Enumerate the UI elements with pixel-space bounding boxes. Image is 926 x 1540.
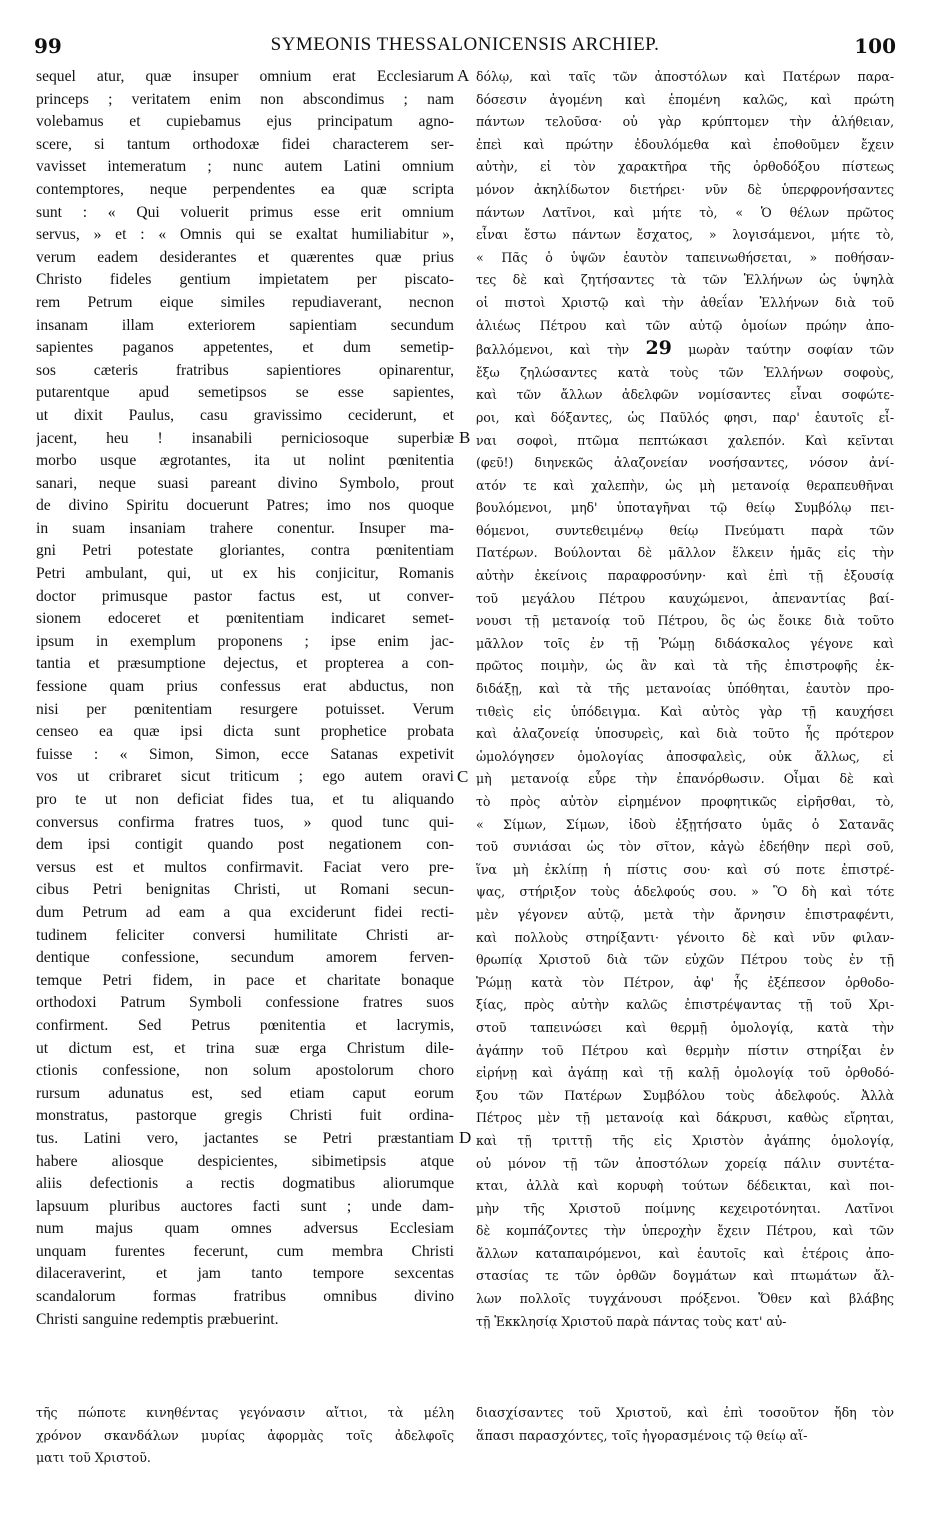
greek-line: ατόν τε καὶ χαλεπὴν, ὡς μὴ μετανοίᾳ θεραπευθῆναι <box>476 477 894 493</box>
latin-line: tantia et præsumptione dejectus, et propterea a con- <box>36 655 454 673</box>
latin-line: ut dixit Paulus, casu gravissimo ceciderunt, et <box>36 406 454 424</box>
greek-line: νουσι τῇ μετανοίᾳ τοῦ Πέτρου, ὃς ὡς ἔοικε διὰ τοῦτο <box>476 613 894 629</box>
greek-line: τὸ πρὸς αὐτὸν εἰρημένον προφητικῶς εἰρῆσθαι, τὸ, <box>476 794 894 809</box>
latin-line: dilaceraverint, et jam tanto tempore sexcentas <box>36 1265 454 1283</box>
greek-line: ἀγάπην τοῦ Πέτρου καὶ θερμὴν πίστιν στηρίξαι ἐν <box>476 1042 894 1058</box>
latin-line: confirment. Sed Petrus pœnitentia et lacrymis, <box>36 1016 454 1034</box>
greek-line: μὴν τῆς Χριστοῦ ποίμνης κεχειροτόνηται. Λατῖνοι <box>476 1200 894 1216</box>
latin-line: versus est et multos confirmavit. Faciat vero pre- <box>36 858 454 876</box>
latin-line: cibus Petri benignitas Christi, ut Romani secun- <box>36 881 454 899</box>
latin-line: Christo fideles gentium impietatem per piscato- <box>36 271 454 289</box>
page-number-right: 100 <box>854 34 896 58</box>
bottom-right-line: διασχίσαντες τοῦ Χριστοῦ, καὶ ἐπὶ τοσοῦτον ἤδη τὸν <box>476 1405 894 1420</box>
greek-line: μᾶλλον τοῖς ἐν τῇ Ῥώμῃ διδάσκαλος γέγονε καὶ <box>476 635 894 651</box>
latin-line: ctionis confessione, non solum apostolorum choro <box>36 1062 454 1080</box>
bottom-right-line: ἅπασι παρασχόντες, τοῖς ἠγορασμένοις τῷ θείῳ αἵ- <box>476 1427 808 1443</box>
latin-line: sanari, neque suasi pareant divino Symbolo, prout <box>36 474 454 492</box>
latin-line: tudinem feliciter conversi humilitate Christi ar- <box>36 926 454 944</box>
latin-line: aliis defectionis a rectis dogmatibus aliorumque <box>36 1175 454 1193</box>
greek-line: δόλῳ, καὶ ταῖς τῶν ἀποστόλων καὶ Πατέρων παρα- <box>476 69 894 84</box>
greek-line: δόσεσιν ἀγομένη καὶ ἑπομένη καλῶς, καὶ πρώτη <box>476 91 894 107</box>
page-number-left: 99 <box>34 34 62 58</box>
greek-line: καὶ τῶν ἄλλων ἀδελφῶν νομίσαντες εἶναι σοφώτε- <box>476 387 894 403</box>
greek-line: οὐ μόνον τῇ τῶν ἀποστόλων χορείᾳ πάλιν συντέτα- <box>476 1155 894 1171</box>
latin-line: sapientes paganos appetentes, et dum semetip- <box>36 339 454 357</box>
greek-line: Πατέρων. Βούλονται δὲ μᾶλλον ἕλκειν ἡμᾶς εἰς τὴν <box>476 545 894 561</box>
latin-line: contemptores, neque perpendentes ea quæ scripta <box>36 180 454 198</box>
greek-line: δὲ κομπάζοντες τὴν ὑπεροχὴν ἔχειν Πέτρου, καὶ τῶν <box>476 1223 894 1239</box>
greek-line: τες δὲ καὶ ζητήσαντες τὰ τῶν Ἑλλήνων ὡς ὑψηλὰ <box>476 272 894 288</box>
bottom-left-line: χρόνον σκανδάλων μυρίας ἀφορμὰς τοῖς ἀδελφοῖς <box>36 1427 454 1443</box>
greek-line: ξου τῶν Πατέρων Συμβόλου τοὺς ἀδελφούς. Ἀλλὰ <box>476 1087 894 1103</box>
latin-line: tus. Latini vero, jactantes se Petri præstantiam <box>36 1129 454 1147</box>
greek-line: μὴ μετανοίᾳ εὗρε τὴν ἐπανόρθωσιν. Οἶμαι δὲ καὶ <box>476 771 894 787</box>
greek-line: Ῥώμῃ κατὰ τὸν Πέτρον, ἀφ' ἧς ἐξέπεσον ὀρθοδο- <box>476 974 894 990</box>
latin-line: num majus quam omnes adversus Ecclesiam <box>36 1220 454 1238</box>
bottom-left-line: τῆς πώποτε κινηθέντας γεγόνασιν αἴτιοι, τὰ μέλη <box>36 1405 454 1420</box>
greek-line: βουλόμενοι, μηδ' ὑποταγῆναι τῷ θείῳ Συμβόλῳ πει- <box>476 500 894 516</box>
latin-line: dentique confessione, secundum amorem ferven- <box>36 949 454 967</box>
greek-line: μόνον ἀκηλίδωτον διετήρει· νῦν δὲ ὑπερφρονήσαντες <box>476 181 894 197</box>
greek-line: λων πολλοῖς τυγχάνουσι πρόξενοι. Ὅθεν καὶ βλάβης <box>476 1291 894 1307</box>
latin-line: habere aliosque despicientes, sibimetipsis atque <box>36 1152 454 1170</box>
bottom-text-left <box>36 1402 454 1470</box>
latin-line: vavisset intemeratum ; nunc autem Latini omnium <box>36 158 454 176</box>
latin-line: jacent, heu ! insanabili perniciosoque superbiæ <box>36 429 454 447</box>
latin-line: dem ipsi contigit quando post negationem con- <box>36 836 454 854</box>
greek-line: Πέτρος μὲν τῇ μετανοίᾳ καὶ δάκρυσι, καθὼς εἴρηται, <box>476 1110 894 1126</box>
greek-line: διδάξῃ, καὶ τὰ τῆς μετανοίας ὑπόθηται, ἑαυτὸν προ- <box>476 681 894 697</box>
latin-line: scere, si tantum orthodoxæ fidei characterem ser- <box>36 135 454 153</box>
greek-line: βαλλόμενοι, καὶ τὴν 29 μωρὰν ταύτην σοφίαν τῶν <box>476 337 894 360</box>
latin-line: pro te ut non deficiat fides tua, et tu aliquando <box>36 791 454 808</box>
latin-line: volebamus et cupiebamus ejus principatum agno- <box>36 113 454 131</box>
greek-line: θόμενοι, συντεθειμένῳ θείῳ Πνεύματι παρὰ τῶν <box>476 522 894 538</box>
running-title: SYMEONIS THESSALONICENSIS ARCHIEP. <box>270 34 660 55</box>
greek-line: μὲν γέγονεν αὐτῷ, μετὰ τὴν ἄρνησιν ἐπιστραφέντι, <box>476 906 894 922</box>
latin-column <box>36 66 454 1331</box>
latin-line: Petri ambulant, qui, ut ex his conjicitur, Romanis <box>36 565 454 583</box>
greek-column <box>476 66 894 1333</box>
greek-line: ξίας, πρὸς αὐτὴν καλῶς ἐπιστρέψαντας τῇ τοῦ Χρι- <box>476 997 894 1013</box>
greek-line: (φεῦ!) διηνεκῶς ἀλαζονείαν νοσήσαντες, νόσον ἀνί- <box>476 455 894 471</box>
latin-line: ipsum in exemplum proponens ; ipse enim jac- <box>36 632 454 650</box>
latin-line: nisi per pœnitentiam resurgere potuisset. Verum <box>36 700 454 718</box>
latin-line: dum Petrum ad eam a qua exciderunt fidei recti- <box>36 903 454 921</box>
greek-line: στασίας τε τῶν ὀρθῶν δογμάτων καὶ πτωμάτων ἄλ- <box>476 1268 894 1284</box>
latin-line: sionem edoceret et pœnitentiam indicaret semet- <box>36 610 454 628</box>
greek-line: ναι σοφοὶ, πτῶμα πεπτώκασι χαλεπόν. Καὶ κεῖνται <box>476 432 894 448</box>
greek-line: ἔξω ζηλώσαντες κατὰ τοὺς τῶν Ἑλλήνων σοφοὺς, <box>476 364 894 380</box>
latin-line: censeo ea quæ ipsi dicta sunt prophetice probata <box>36 723 454 741</box>
greek-line: « Πᾶς ὁ ὑψῶν ἑαυτὸν ταπεινωθήσεται, » ποθήσαν- <box>476 249 894 265</box>
greek-line: ἐπεὶ καὶ πρώτην ἐδουλόμεθα καὶ ἐποθοῦμεν ἔχειν <box>476 136 894 152</box>
page-header <box>34 34 896 60</box>
section-marker-c: C <box>457 767 469 786</box>
latin-line: fessione quam prius confessus erat abductus, non <box>36 678 454 696</box>
greek-line: θρωπίᾳ Χριστοῦ διὰ τῶν εὐχῶν Πέτρου τοὺς ἐν τῇ <box>476 952 894 968</box>
latin-line: rursum adunatus est, sed etiam caput eorum <box>36 1084 454 1102</box>
greek-line: αὐτὴν, εἰ τὸν χαρακτῆρα τῆς ὀρθοδόξου πίστεως <box>476 159 894 175</box>
greek-line: πάντων Λατῖνοι, καὶ μήτε τὸ, « Ὁ θέλων πρῶτος <box>476 204 894 220</box>
greek-line: ἄλλων καταπαιρόμενοι, καὶ ἑαυτοῖς καὶ ἑτέροις ἀπο- <box>476 1245 894 1261</box>
greek-line: εἰρήνῃ καὶ ἀγάπῃ καὶ τῇ καλῇ ὁμολογίᾳ τοῦ ὀρθοδό- <box>476 1065 894 1081</box>
greek-line: ὡμολόγησεν ὁμολογίας ἀποσφαλεὶς, οὐκ ἄλλως, εἰ <box>476 748 894 764</box>
latin-line: vos ut cribraret sicut triticum ; ego autem oravi <box>36 768 454 786</box>
bottom-left-line: ματι τοῦ Χριστοῦ. <box>36 1450 151 1466</box>
greek-line: στοῦ ταπεινώσει καὶ θερμῇ ὁμολογίᾳ, κατὰ τὴν <box>476 1019 894 1035</box>
greek-line: κται, ἀλλὰ καὶ κορυφὴ τούτων δέδεικται, καὶ ποι- <box>476 1178 894 1194</box>
latin-line: monstratus, pastorque gregis Christi fuit ordina- <box>36 1107 454 1125</box>
section-marker-d: D <box>459 1128 472 1147</box>
latin-line: conversus confirma fratres tuos, » quod tunc qui- <box>36 813 454 831</box>
greek-line: τοῦ συνιάσαι ὡς τὸν σῖτον, κἀγὼ ἐδεήθην περὶ σοῦ, <box>476 839 894 855</box>
greek-line: ψας, στήριξον τοὺς ἀδελφούς σου. » Ὃ δὴ καὶ τότε <box>476 884 894 900</box>
latin-line: scandalorum formas fratribus omnibus divino <box>36 1288 454 1306</box>
greek-line: ἵνα μὴ ἐκλίπῃ ἡ πίστις σου· καὶ σύ ποτε ἐπιστρέ- <box>476 861 894 877</box>
latin-line: doctor primusque pastor factus est, ut conver- <box>36 587 454 605</box>
latin-line: sequel atur, quæ insuper omnium erat Ecclesiarum <box>36 68 454 85</box>
greek-line: τοῦ μεγάλου Πέτρου καυχώμενοι, ἀπεναντίας βαί- <box>476 590 894 606</box>
greek-line: πρῶτος ποιμὴν, ὡς ἂν καὶ τὰ τῆς ἐπιστροφῆς ἐκ- <box>476 658 894 674</box>
latin-line: servus, » et : « Omnis qui se exaltat humiliabitur », <box>36 226 454 244</box>
latin-line: sunt : « Qui voluerit primus esse erit omnium <box>36 203 454 221</box>
greek-line: καὶ πολλοὺς στηρίξαντι· γένοιτο δὲ καὶ νῦν φιλαν- <box>476 929 894 945</box>
bottom-text-right <box>476 1402 894 1447</box>
greek-line: τῇ Ἐκκλησίᾳ Χριστοῦ παρὰ πάντας τοὺς κατ' αὐ- <box>476 1313 787 1329</box>
greek-line: ροι, καὶ δόξαντες, ὡς Παῦλός φησι, παρ' ἑαυτοῖς εἶ- <box>476 409 894 425</box>
latin-line: unquam furentes fecerunt, cum membra Christi <box>36 1242 454 1260</box>
greek-line: εἶναι ἔστω πάντων ἔσχατος, » λογισάμενοι, μήτε τὸ, <box>476 227 894 243</box>
latin-line: putarentque apud semetipsos se esse sapientes, <box>36 384 454 402</box>
section-marker-b: B <box>459 428 471 447</box>
latin-line: verum eadem desiderantes et quærentes quæ prius <box>36 248 454 266</box>
latin-line: sos cæteris fratribus sapientiores opinarentur, <box>36 361 454 379</box>
greek-line: αὐτὴν ἐκείνοις παραφροσύνην· καὶ ἐπὶ τῇ ἐξουσίᾳ <box>476 568 894 584</box>
latin-line: fuisse : « Simon, Simon, ecce Satanas expetivit <box>36 745 454 763</box>
latin-line: rem Petrum eique similes repudiaverant, necnon <box>36 293 454 311</box>
latin-line: Christi sanguine redemptis præbuerint. <box>36 1310 279 1328</box>
greek-line: ἁλιέως Πέτρου καὶ τῶν αὐτῷ ὁμοίων πρώην ἀπο- <box>476 317 894 333</box>
latin-line: ut dictum est, et trina suæ erga Christum dile- <box>36 1039 454 1057</box>
latin-line: gni Petri potestate gloriantes, contra pœnitentiam <box>36 542 454 560</box>
latin-line: morbo usque ægrotantes, ita ut nolint pœnitentia <box>36 452 454 470</box>
section-marker-a: A <box>457 66 470 85</box>
latin-line: orthodoxi Patrum Symboli confessione fratres suos <box>36 994 454 1012</box>
latin-line: in suam insaniam trahere conentur. Insuper ma- <box>36 519 454 537</box>
greek-line: καὶ ἀλαζονείᾳ ὑποσυρεὶς, καὶ διὰ τοῦτο ἧς πρότερον <box>476 726 894 742</box>
latin-line: de divino Spiritu docuerunt Patres; imo nos quoque <box>36 497 454 515</box>
greek-line: τιθεὶς εἰς ὑπόδειγμα. Καὶ αὐτὸς γὰρ τῇ καυχήσει <box>476 703 894 719</box>
greek-line: καὶ τῇ τριττῇ τῆς εἰς Χριστὸν ἀγάπης ὁμολογίᾳ, <box>476 1132 894 1148</box>
greek-line: « Σίμων, Σίμων, ἰδοὺ ἐξῃτήσατο ὑμᾶς ὁ Σατανᾶς <box>476 816 894 832</box>
greek-line: πάντων τελοῦσα· οὐ γὰρ κρύπτομεν τὴν ἀλήθειαν, <box>476 114 894 130</box>
greek-line: οἱ πιστοὶ Χριστῷ καὶ τὴν ἀθεΐαν Ἑλλήνων διὰ τοῦ <box>476 294 894 310</box>
latin-line: lapsuum pluribus auctores facti sunt ; unde dam- <box>36 1197 454 1215</box>
latin-line: temque Petri fidem, in pace et charitate bonaque <box>36 971 454 989</box>
latin-line: insanam illam exteriorem sapientiam secundum <box>36 316 454 334</box>
latin-line: princeps ; veritatem enim non abscondimus ; nam <box>36 90 454 108</box>
